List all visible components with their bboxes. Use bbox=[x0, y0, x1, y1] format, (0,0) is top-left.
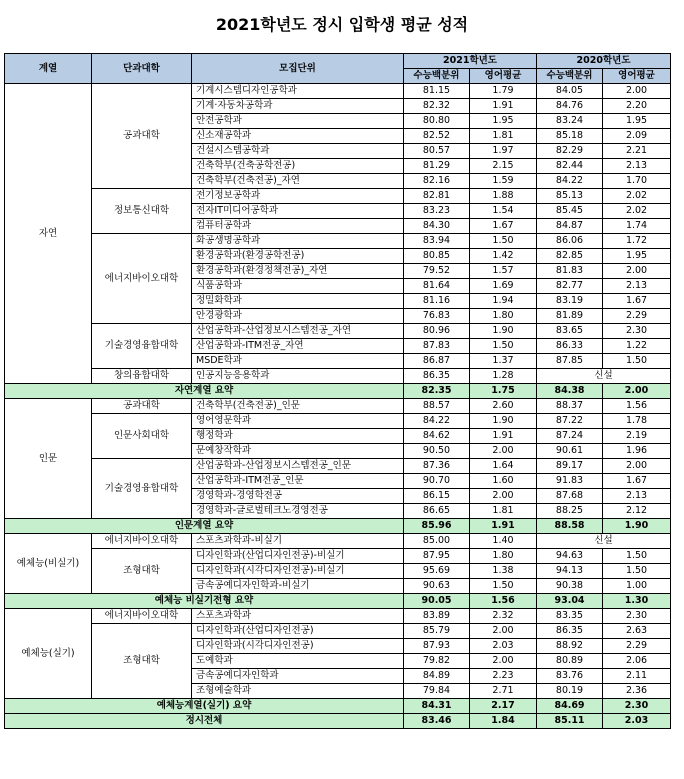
score-2020-eng: 2.12 bbox=[603, 504, 671, 519]
summary-label: 예체능계열(실기) 요약 bbox=[5, 699, 404, 714]
summary-value: 84.31 bbox=[404, 699, 470, 714]
unit-name: 경영학과-경영학전공 bbox=[192, 489, 404, 504]
score-table bbox=[4, 53, 671, 729]
unit-name: 산업공학과-ITM전공_인문 bbox=[192, 474, 404, 489]
total-value: 85.11 bbox=[537, 714, 603, 729]
unit-name: 화공생명공학과 bbox=[192, 234, 404, 249]
score-2020-eng: 2.11 bbox=[603, 669, 671, 684]
score-2021-pct: 85.79 bbox=[404, 624, 470, 639]
score-2021-pct: 79.84 bbox=[404, 684, 470, 699]
score-2021-pct: 82.52 bbox=[404, 129, 470, 144]
score-2021-pct: 84.30 bbox=[404, 219, 470, 234]
score-2020-pct: 87.24 bbox=[537, 429, 603, 444]
table-row bbox=[5, 324, 671, 339]
total-label: 정시전체 bbox=[5, 714, 404, 729]
score-2021-pct: 79.82 bbox=[404, 654, 470, 669]
score-2021-eng: 2.00 bbox=[470, 444, 537, 459]
score-2021-eng: 1.59 bbox=[470, 174, 537, 189]
score-2020-pct: 91.83 bbox=[537, 474, 603, 489]
score-2020-eng: 1.00 bbox=[603, 579, 671, 594]
score-2021-pct: 84.89 bbox=[404, 669, 470, 684]
score-2021-pct: 80.96 bbox=[404, 324, 470, 339]
score-2021-eng: 1.91 bbox=[470, 99, 537, 114]
score-2020-eng: 1.56 bbox=[603, 399, 671, 414]
score-2020-eng: 2.21 bbox=[603, 144, 671, 159]
unit-name: 전기정보공학과 bbox=[192, 189, 404, 204]
score-2021-eng: 1.38 bbox=[470, 564, 537, 579]
score-2020-pct: 83.19 bbox=[537, 294, 603, 309]
score-2020-pct: 87.68 bbox=[537, 489, 603, 504]
score-2020-eng: 2.02 bbox=[603, 204, 671, 219]
table-row bbox=[5, 234, 671, 249]
score-2021-pct: 90.70 bbox=[404, 474, 470, 489]
unit-name: 행정학과 bbox=[192, 429, 404, 444]
score-2021-eng: 1.69 bbox=[470, 279, 537, 294]
unit-name: 디자인학과(시각디자인전공) bbox=[192, 639, 404, 654]
unit-name: 금속공예디자인학과-비실기 bbox=[192, 579, 404, 594]
college-cell: 기술경영융합대학 bbox=[92, 459, 192, 519]
unit-name: 안경광학과 bbox=[192, 309, 404, 324]
score-2021-eng: 2.00 bbox=[470, 624, 537, 639]
college-cell: 공과대학 bbox=[92, 84, 192, 189]
unit-name: 산업공학과-산업정보시스템전공_자연 bbox=[192, 324, 404, 339]
total-value: 1.84 bbox=[470, 714, 537, 729]
score-2021-pct: 81.64 bbox=[404, 279, 470, 294]
header-unit: 모집단위 bbox=[192, 54, 404, 84]
score-2021-pct: 87.36 bbox=[404, 459, 470, 474]
score-2021-eng: 1.90 bbox=[470, 324, 537, 339]
score-2021-pct: 83.89 bbox=[404, 609, 470, 624]
score-2021-pct: 83.23 bbox=[404, 204, 470, 219]
score-2020-eng: 1.74 bbox=[603, 219, 671, 234]
score-2021-eng: 2.32 bbox=[470, 609, 537, 624]
summary-value: 1.75 bbox=[470, 384, 537, 399]
score-2020-pct: 94.13 bbox=[537, 564, 603, 579]
score-2020-pct: 82.29 bbox=[537, 144, 603, 159]
score-2020-pct: 88.37 bbox=[537, 399, 603, 414]
score-2021-eng: 1.80 bbox=[470, 309, 537, 324]
summary-value: 88.58 bbox=[537, 519, 603, 534]
score-2021-eng: 1.81 bbox=[470, 504, 537, 519]
college-cell: 인문사회대학 bbox=[92, 414, 192, 459]
total-value: 2.03 bbox=[603, 714, 671, 729]
unit-name: 기계·자동차공학과 bbox=[192, 99, 404, 114]
unit-name: 안전공학과 bbox=[192, 114, 404, 129]
table-row bbox=[5, 609, 671, 624]
score-2020-pct: 94.63 bbox=[537, 549, 603, 564]
score-2021-eng: 1.57 bbox=[470, 264, 537, 279]
table-row bbox=[5, 624, 671, 639]
score-2020-pct: 82.85 bbox=[537, 249, 603, 264]
college-cell: 에너지바이오대학 bbox=[92, 609, 192, 624]
score-2021-eng: 1.90 bbox=[470, 414, 537, 429]
score-2021-eng: 1.37 bbox=[470, 354, 537, 369]
unit-name: 영어영문학과 bbox=[192, 414, 404, 429]
score-2020-eng: 2.09 bbox=[603, 129, 671, 144]
score-2020-eng: 2.00 bbox=[603, 459, 671, 474]
score-2021-pct: 80.80 bbox=[404, 114, 470, 129]
score-2021-pct: 79.52 bbox=[404, 264, 470, 279]
unit-name: 전자IT미디어공학과 bbox=[192, 204, 404, 219]
summary-value: 84.38 bbox=[537, 384, 603, 399]
unit-name: 환경공학과(환경공학전공) bbox=[192, 249, 404, 264]
score-2021-eng: 2.71 bbox=[470, 684, 537, 699]
table-row bbox=[5, 84, 671, 99]
score-2020-eng: 2.36 bbox=[603, 684, 671, 699]
score-2020-pct: 87.85 bbox=[537, 354, 603, 369]
header-2021: 2021학년도 bbox=[404, 54, 537, 69]
unit-name: 컴퓨터공학과 bbox=[192, 219, 404, 234]
summary-value: 1.90 bbox=[603, 519, 671, 534]
score-2021-pct: 82.81 bbox=[404, 189, 470, 204]
score-2020-eng: 2.29 bbox=[603, 309, 671, 324]
score-2020-eng: 2.13 bbox=[603, 159, 671, 174]
score-2021-eng: 1.94 bbox=[470, 294, 537, 309]
table-row bbox=[5, 414, 671, 429]
score-2020-eng: 2.30 bbox=[603, 324, 671, 339]
score-2020-pct: 83.76 bbox=[537, 669, 603, 684]
unit-name: 스포츠과학과-비실기 bbox=[192, 534, 404, 549]
score-2020-pct: 83.35 bbox=[537, 609, 603, 624]
score-2021-pct: 80.85 bbox=[404, 249, 470, 264]
summary-value: 1.91 bbox=[470, 519, 537, 534]
score-2021-eng: 1.91 bbox=[470, 429, 537, 444]
header-2020-pct: 수능백분위 bbox=[537, 69, 603, 84]
score-2021-pct: 87.93 bbox=[404, 639, 470, 654]
score-2020-pct: 89.17 bbox=[537, 459, 603, 474]
score-2021-pct: 90.50 bbox=[404, 444, 470, 459]
score-2021-eng: 1.60 bbox=[470, 474, 537, 489]
summary-value: 2.00 bbox=[603, 384, 671, 399]
score-2020-eng: 2.29 bbox=[603, 639, 671, 654]
score-2021-pct: 85.00 bbox=[404, 534, 470, 549]
unit-name: 디자인학과(산업디자인전공)-비실기 bbox=[192, 549, 404, 564]
unit-name: 인공지능응용학과 bbox=[192, 369, 404, 384]
score-2020-pct: 90.38 bbox=[537, 579, 603, 594]
score-2021-eng: 1.97 bbox=[470, 144, 537, 159]
unit-name: 문예창작학과 bbox=[192, 444, 404, 459]
score-2020-pct: 87.22 bbox=[537, 414, 603, 429]
header-2020-eng: 영어평균 bbox=[603, 69, 671, 84]
summary-label: 인문계열 요약 bbox=[5, 519, 404, 534]
summary-value: 93.04 bbox=[537, 594, 603, 609]
unit-name: 식품공학과 bbox=[192, 279, 404, 294]
score-2020-pct: 86.06 bbox=[537, 234, 603, 249]
unit-name: 경영학과-글로벌테크노경영전공 bbox=[192, 504, 404, 519]
table-row bbox=[5, 369, 671, 384]
unit-name: MSDE학과 bbox=[192, 354, 404, 369]
header-college: 단과대학 bbox=[92, 54, 192, 84]
summary-row bbox=[5, 594, 671, 609]
score-2021-eng: 1.50 bbox=[470, 339, 537, 354]
table-row bbox=[5, 549, 671, 564]
score-2021-pct: 84.22 bbox=[404, 414, 470, 429]
score-2021-eng: 2.00 bbox=[470, 654, 537, 669]
table-row bbox=[5, 399, 671, 414]
score-2021-eng: 1.50 bbox=[470, 579, 537, 594]
score-2021-pct: 81.16 bbox=[404, 294, 470, 309]
score-2020-pct: 85.45 bbox=[537, 204, 603, 219]
score-2021-pct: 82.16 bbox=[404, 174, 470, 189]
score-2021-pct: 84.62 bbox=[404, 429, 470, 444]
unit-name: 스포츠과학과 bbox=[192, 609, 404, 624]
score-2020-pct: 85.18 bbox=[537, 129, 603, 144]
score-2020-eng: 1.95 bbox=[603, 249, 671, 264]
score-2021-pct: 80.57 bbox=[404, 144, 470, 159]
summary-row bbox=[5, 384, 671, 399]
summary-value: 82.35 bbox=[404, 384, 470, 399]
score-2020-pct: 81.83 bbox=[537, 264, 603, 279]
score-2021-pct: 88.57 bbox=[404, 399, 470, 414]
score-2020-eng: 2.00 bbox=[603, 264, 671, 279]
score-2021-eng: 1.79 bbox=[470, 84, 537, 99]
score-2020-eng: 1.50 bbox=[603, 564, 671, 579]
score-2021-eng: 1.88 bbox=[470, 189, 537, 204]
unit-name: 신소재공학과 bbox=[192, 129, 404, 144]
unit-name: 정밀화학과 bbox=[192, 294, 404, 309]
score-2021-pct: 86.35 bbox=[404, 369, 470, 384]
score-2021-pct: 82.32 bbox=[404, 99, 470, 114]
score-2020-eng: 1.50 bbox=[603, 549, 671, 564]
summary-value: 1.56 bbox=[470, 594, 537, 609]
unit-name: 금속공예디자인학과 bbox=[192, 669, 404, 684]
summary-value: 85.96 bbox=[404, 519, 470, 534]
score-2021-eng: 1.28 bbox=[470, 369, 537, 384]
unit-name: 도예학과 bbox=[192, 654, 404, 669]
score-2020-pct: 82.44 bbox=[537, 159, 603, 174]
summary-row bbox=[5, 699, 671, 714]
summary-value: 2.17 bbox=[470, 699, 537, 714]
unit-name: 건축학부(건축전공)_자연 bbox=[192, 174, 404, 189]
score-2021-pct: 86.87 bbox=[404, 354, 470, 369]
score-2020-eng: 2.02 bbox=[603, 189, 671, 204]
score-2020-eng: 1.50 bbox=[603, 354, 671, 369]
group-cell: 예체능(비실기) bbox=[5, 534, 92, 594]
score-2021-eng: 1.40 bbox=[470, 534, 537, 549]
score-2021-pct: 83.94 bbox=[404, 234, 470, 249]
summary-value: 84.69 bbox=[537, 699, 603, 714]
summary-value: 2.30 bbox=[603, 699, 671, 714]
score-2020-eng: 1.67 bbox=[603, 474, 671, 489]
unit-name: 디자인학과(시각디자인전공)-비실기 bbox=[192, 564, 404, 579]
score-2020-pct: 83.65 bbox=[537, 324, 603, 339]
score-2020-pct: 88.92 bbox=[537, 639, 603, 654]
score-2021-eng: 1.64 bbox=[470, 459, 537, 474]
unit-name: 산업공학과-산업정보시스템전공_인문 bbox=[192, 459, 404, 474]
new-badge: 신설 bbox=[537, 534, 671, 549]
score-2020-eng: 1.72 bbox=[603, 234, 671, 249]
header-2020: 2020학년도 bbox=[537, 54, 671, 69]
score-2021-pct: 87.83 bbox=[404, 339, 470, 354]
score-2021-eng: 1.54 bbox=[470, 204, 537, 219]
score-2020-eng: 1.96 bbox=[603, 444, 671, 459]
summary-value: 1.30 bbox=[603, 594, 671, 609]
score-2020-pct: 83.24 bbox=[537, 114, 603, 129]
table-row bbox=[5, 459, 671, 474]
unit-name: 조형예술학과 bbox=[192, 684, 404, 699]
score-2021-eng: 2.03 bbox=[470, 639, 537, 654]
score-2020-pct: 86.35 bbox=[537, 624, 603, 639]
college-cell: 조형대학 bbox=[92, 549, 192, 594]
score-2020-eng: 2.63 bbox=[603, 624, 671, 639]
summary-label: 자연계열 요약 bbox=[5, 384, 404, 399]
score-2020-pct: 84.76 bbox=[537, 99, 603, 114]
score-2020-eng: 1.78 bbox=[603, 414, 671, 429]
total-value: 83.46 bbox=[404, 714, 470, 729]
score-2021-eng: 1.81 bbox=[470, 129, 537, 144]
table-row bbox=[5, 534, 671, 549]
unit-name: 환경공학과(환경정책전공)_자연 bbox=[192, 264, 404, 279]
score-2020-pct: 90.61 bbox=[537, 444, 603, 459]
score-2020-eng: 2.19 bbox=[603, 429, 671, 444]
page-title: 2021학년도 정시 입학생 평균 성적 bbox=[215, 15, 469, 34]
table-row bbox=[5, 189, 671, 204]
unit-name: 기계시스템디자인공학과 bbox=[192, 84, 404, 99]
score-2021-eng: 1.95 bbox=[470, 114, 537, 129]
total-row bbox=[5, 714, 671, 729]
college-cell: 에너지바이오대학 bbox=[92, 234, 192, 324]
score-2021-eng: 1.67 bbox=[470, 219, 537, 234]
group-cell: 자연 bbox=[5, 84, 92, 384]
college-cell: 창의융합대학 bbox=[92, 369, 192, 384]
score-2021-eng: 1.50 bbox=[470, 234, 537, 249]
group-cell: 예체능(실기) bbox=[5, 609, 92, 699]
group-cell: 인문 bbox=[5, 399, 92, 519]
score-2020-eng: 2.30 bbox=[603, 609, 671, 624]
unit-name: 건설시스템공학과 bbox=[192, 144, 404, 159]
college-cell: 정보통신대학 bbox=[92, 189, 192, 234]
score-2021-eng: 1.80 bbox=[470, 549, 537, 564]
score-2021-eng: 2.15 bbox=[470, 159, 537, 174]
score-2020-pct: 80.89 bbox=[537, 654, 603, 669]
unit-name: 산업공학과-ITM전공_자연 bbox=[192, 339, 404, 354]
college-cell: 에너지바이오대학 bbox=[92, 534, 192, 549]
score-2021-pct: 87.95 bbox=[404, 549, 470, 564]
score-2020-eng: 2.06 bbox=[603, 654, 671, 669]
score-2020-eng: 1.67 bbox=[603, 294, 671, 309]
score-2021-pct: 90.63 bbox=[404, 579, 470, 594]
score-2021-pct: 86.65 bbox=[404, 504, 470, 519]
header-group: 계열 bbox=[5, 54, 92, 84]
summary-value: 90.05 bbox=[404, 594, 470, 609]
score-2020-pct: 85.13 bbox=[537, 189, 603, 204]
score-2020-pct: 84.87 bbox=[537, 219, 603, 234]
college-cell: 기술경영융합대학 bbox=[92, 324, 192, 369]
summary-row bbox=[5, 519, 671, 534]
score-2021-eng: 2.60 bbox=[470, 399, 537, 414]
score-2020-pct: 84.22 bbox=[537, 174, 603, 189]
score-2020-pct: 82.77 bbox=[537, 279, 603, 294]
unit-name: 건축학부(건축전공)_인문 bbox=[192, 399, 404, 414]
unit-name: 디자인학과(산업디자인전공) bbox=[192, 624, 404, 639]
summary-label: 예체능 비실기전형 요약 bbox=[5, 594, 404, 609]
score-2020-pct: 88.25 bbox=[537, 504, 603, 519]
college-cell: 조형대학 bbox=[92, 624, 192, 699]
score-2020-eng: 2.00 bbox=[603, 84, 671, 99]
score-2021-pct: 95.69 bbox=[404, 564, 470, 579]
table-body bbox=[5, 84, 671, 729]
score-2020-eng: 2.13 bbox=[603, 279, 671, 294]
score-2020-pct: 84.05 bbox=[537, 84, 603, 99]
score-2021-pct: 76.83 bbox=[404, 309, 470, 324]
new-badge: 신설 bbox=[537, 369, 671, 384]
score-2020-eng: 1.70 bbox=[603, 174, 671, 189]
header-2021-eng: 영어평균 bbox=[470, 69, 537, 84]
unit-name: 건축학부(건축공학전공) bbox=[192, 159, 404, 174]
score-2020-eng: 1.95 bbox=[603, 114, 671, 129]
score-2021-pct: 81.15 bbox=[404, 84, 470, 99]
score-2020-eng: 2.20 bbox=[603, 99, 671, 114]
college-cell: 공과대학 bbox=[92, 399, 192, 414]
score-2020-pct: 86.33 bbox=[537, 339, 603, 354]
score-2020-eng: 1.22 bbox=[603, 339, 671, 354]
score-2021-eng: 2.23 bbox=[470, 669, 537, 684]
score-2021-eng: 2.00 bbox=[470, 489, 537, 504]
score-2020-pct: 81.89 bbox=[537, 309, 603, 324]
header-2021-pct: 수능백분위 bbox=[404, 69, 470, 84]
score-2021-pct: 81.29 bbox=[404, 159, 470, 174]
score-2020-eng: 2.13 bbox=[603, 489, 671, 504]
score-2020-pct: 80.19 bbox=[537, 684, 603, 699]
score-2021-pct: 86.15 bbox=[404, 489, 470, 504]
score-2021-eng: 1.42 bbox=[470, 249, 537, 264]
